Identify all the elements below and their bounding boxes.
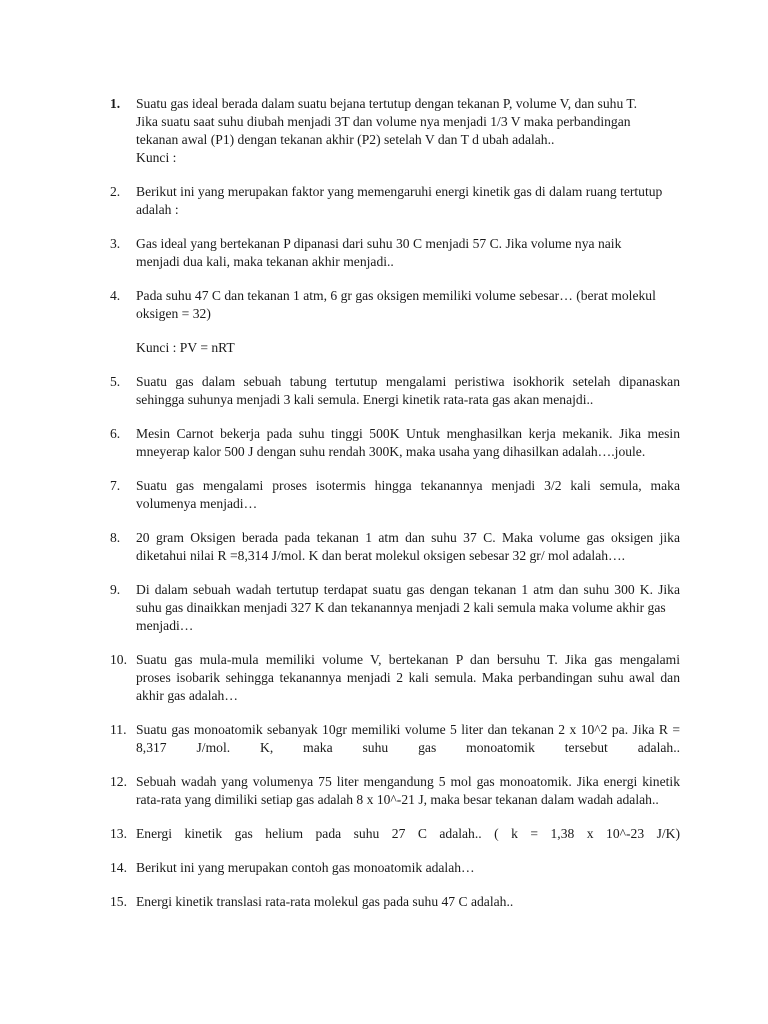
question-text-line: Berikut ini yang merupakan faktor yang memengaruhi energi kinetik gas di dalam ruang tertutup [136,184,663,199]
question-text-line: diketahui nilai R =8,314 J/mol. K dan berat molekul oksigen sebesar 32 gr/ mol adalah…. [136,548,626,563]
question-text-line: oksigen = 32) [136,306,211,321]
question-text-line: tekanan awal (P1) dengan tekanan akhir (P2) setelah V dan T d ubah adalah.. [136,132,555,147]
question-number: 2. [110,184,121,199]
question-item [110,235,680,271]
question-text-line: mneyerap kalor 500 J dengan suhu rendah 300K, maka usaha yang dihasilkan adalah….joule. [136,444,646,459]
question-text-line: Suatu gas monoatomik sebanyak 10gr memiliki volume 5 liter dan tekanan 2 x 10^2 pa. Jika R = [136,722,680,737]
question-number: 9. [110,582,121,597]
question-number: 13. [110,826,127,841]
question-item [110,373,680,409]
question-text-line: sehingga suhunya menjadi 3 kali semula. Energi kinetik rata-rata gas akan menajdi.. [136,392,594,407]
question-item [110,287,680,357]
question-number: 1. [110,96,121,111]
question-text-line: Suatu gas mula-mula memiliki volume V, bertekanan P dan bersuhu T. Jika gas mengalami [136,652,680,667]
question-text-line: Sebuah wadah yang volumenya 75 liter mengandung 5 mol gas monoatomik. Jika energi kinetik [136,774,680,789]
question-item [110,721,680,757]
question-item [110,425,680,461]
question-item [110,183,680,219]
question-item [110,529,680,565]
question-item [110,651,680,705]
question-item [110,581,680,635]
answer-key: Kunci : PV = nRT [136,340,235,355]
question-text-line: Energi kinetik translasi rata-rata molekul gas pada suhu 47 C adalah.. [136,894,514,909]
question-text-line: suhu gas dinaikkan menjadi 327 K dan tekanannya menjadi 2 kali semula maka volume akhir gas [136,600,666,615]
question-text-line: Mesin Carnot bekerja pada suhu tinggi 500K Untuk menghasilkan kerja mekanik. Jika mesin [136,426,680,441]
question-text-line: Gas ideal yang bertekanan P dipanasi dari suhu 30 C menjadi 57 C. Jika volume nya naik [136,236,622,251]
question-text-line: 8,317 J/mol. K, maka suhu gas monoatomik tersebut adalah.. [136,740,680,755]
question-text-line: proses isobarik sehingga tekanannya menjadi 2 kali semula. Maka perbandingan suhu awal dan [136,670,680,685]
question-number: 10. [110,652,127,667]
question-text-line: menjadi… [136,618,194,633]
question-number: 8. [110,530,121,545]
question-text-line: rata-rata yang dimiliki setiap gas adalah 8 x 10^-21 J, maka besar tekanan dalam wadah adalah.. [136,792,659,807]
question-item [110,477,680,513]
question-number: 15. [110,894,127,909]
question-item [110,95,680,167]
question-item [110,893,680,911]
question-text-line: Pada suhu 47 C dan tekanan 1 atm, 6 gr gas oksigen memiliki volume sebesar… (berat molekul [136,288,656,303]
question-text-line: Suatu gas mengalami proses isotermis hingga tekanannya menjadi 3/2 kali semula, maka [136,478,680,493]
question-item [110,825,680,843]
question-text-line: adalah : [136,202,179,217]
question-number: 5. [110,374,121,389]
question-text-line: 20 gram Oksigen berada pada tekanan 1 atm dan suhu 37 C. Maka volume gas oksigen jika [136,530,680,545]
question-number: 12. [110,774,127,789]
question-text-line: volumenya menjadi… [136,496,258,511]
question-number: 3. [110,236,121,251]
question-item [110,859,680,877]
question-item [110,773,680,809]
question-number: 11. [110,722,127,737]
question-text-line: akhir gas adalah… [136,688,238,703]
question-text-line: Kunci : [136,150,177,165]
question-number: 6. [110,426,121,441]
question-number: 7. [110,478,121,493]
question-list [110,95,680,927]
question-number: 4. [110,288,121,303]
question-text-line: menjadi dua kali, maka tekanan akhir menjadi.. [136,254,394,269]
question-text-line: Energi kinetik gas helium pada suhu 27 C adalah.. ( k = 1,38 x 10^-23 J/K) [136,826,680,841]
question-number: 14. [110,860,127,875]
question-text-line: Jika suatu saat suhu diubah menjadi 3T dan volume nya menjadi 1/3 V maka perbandingan [136,114,631,129]
question-text-line: Berikut ini yang merupakan contoh gas monoatomik adalah… [136,860,475,875]
question-text-line: Di dalam sebuah wadah tertutup terdapat suatu gas dengan tekanan 1 atm dan suhu 300 K. Jika [136,582,680,597]
question-text-line: Suatu gas dalam sebuah tabung tertutup mengalami peristiwa isokhorik setelah dipanaskan [136,374,680,389]
question-text-line: Suatu gas ideal berada dalam suatu bejana tertutup dengan tekanan P, volume V, dan suhu T. [136,96,638,111]
